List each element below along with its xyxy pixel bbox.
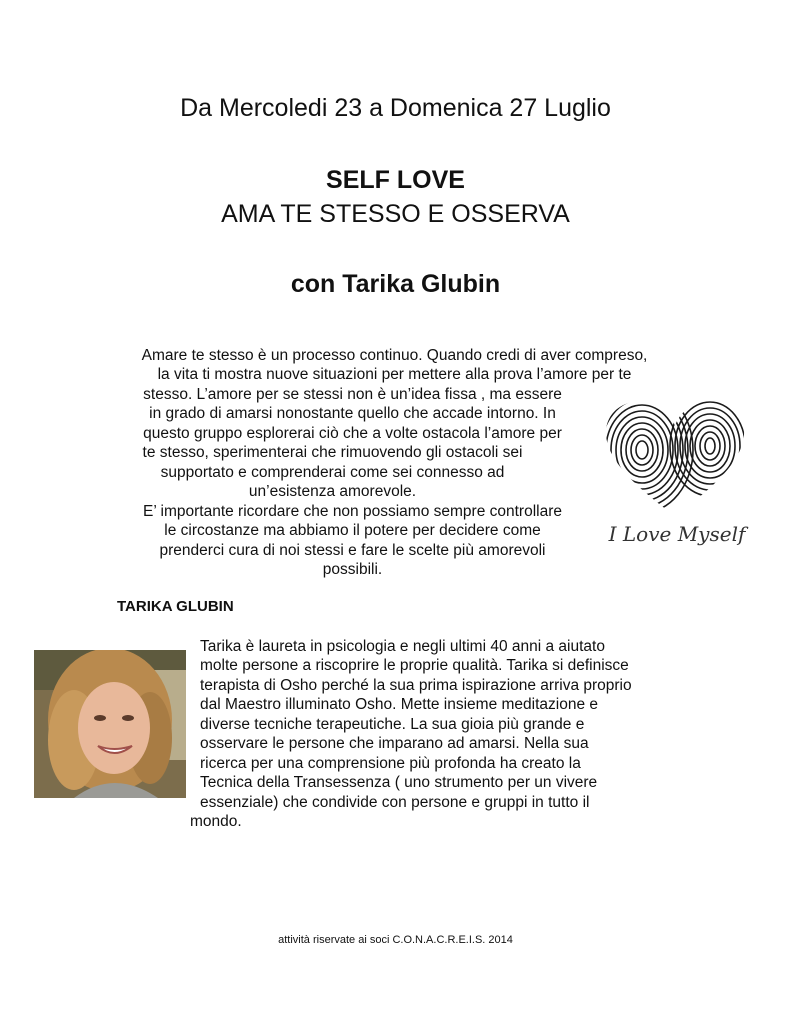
- bio-line: ricerca per una comprensione più profonda ha creato la: [200, 755, 581, 772]
- intro-line: Amare te stesso è un processo continuo. Quando credi di aver compreso,: [141, 347, 648, 364]
- intro-line: E’ importante ricordare che non possiamo sempre controllare: [143, 503, 562, 520]
- bio-line: essenziale) che condivide con persone e gruppi in tutto il: [200, 794, 590, 811]
- intro-line: te stesso, sperimenterai che rimuovendo gli ostacoli sei: [142, 444, 523, 461]
- bio-line: Tecnica della Transessenza ( uno strumento per un vivere: [200, 774, 598, 791]
- intro-line: questo gruppo esplorerai ciò che a volte ostacola l’amore per: [143, 425, 562, 442]
- intro-line: stesso. L’amore per se stessi non è un’idea fissa , ma essere: [143, 386, 562, 403]
- intro-line: un’esistenza amorevole.: [248, 483, 417, 500]
- intro-line: in grado di amarsi nonostante quello che accade intorno. In: [149, 405, 556, 422]
- portrait-image: [34, 650, 186, 798]
- bio-line: dal Maestro illuminato Osho. Mette insieme meditazione e: [200, 696, 599, 713]
- intro-line: la vita ti mostra nuove situazioni per mettere alla prova l’amore per te: [157, 366, 632, 383]
- event-title: SELF LOVE: [326, 166, 465, 194]
- image-caption: I Love Myself: [608, 522, 746, 546]
- event-host: con Tarika Glubin: [290, 270, 501, 298]
- bio-heading: TARIKA GLUBIN: [117, 598, 234, 615]
- intro-line: le circostanze ma abbiamo il potere per decidere come: [164, 522, 541, 539]
- bio-line: Tarika è laureta in psicologia e negli ultimi 40 anni a aiutato: [200, 638, 605, 655]
- bio-line: terapista di Osho perché la sua prima ispirazione arriva proprio: [200, 677, 632, 694]
- portrait-photo: [34, 650, 186, 798]
- bio-line: diverse tecniche terapeutiche. La sua gioia più grande e: [200, 716, 585, 733]
- footer-note: attività riservate ai soci C.O.N.A.C.R.E.I.S. 2014: [278, 934, 513, 946]
- bio-line: mondo.: [190, 813, 242, 830]
- event-date: Da Mercoledi 23 a Domenica 27 Luglio: [180, 94, 611, 122]
- bio-line: molte persone a riscoprire le proprie qualità. Tarika si definisce: [200, 657, 629, 674]
- event-subtitle: AMA TE STESSO E OSSERVA: [221, 200, 570, 228]
- fingerprint-heart-image: [600, 398, 750, 560]
- intro-line: supportato e comprenderai come sei connesso ad: [160, 464, 505, 481]
- intro-line: possibili.: [322, 561, 383, 578]
- bio-line: osservare le persone che imparano ad amarsi. Nella sua: [200, 735, 589, 752]
- intro-line: prenderci cura di noi stessi e fare le scelte più amorevoli: [159, 542, 546, 559]
- fingerprint-heart-icon: [600, 398, 750, 523]
